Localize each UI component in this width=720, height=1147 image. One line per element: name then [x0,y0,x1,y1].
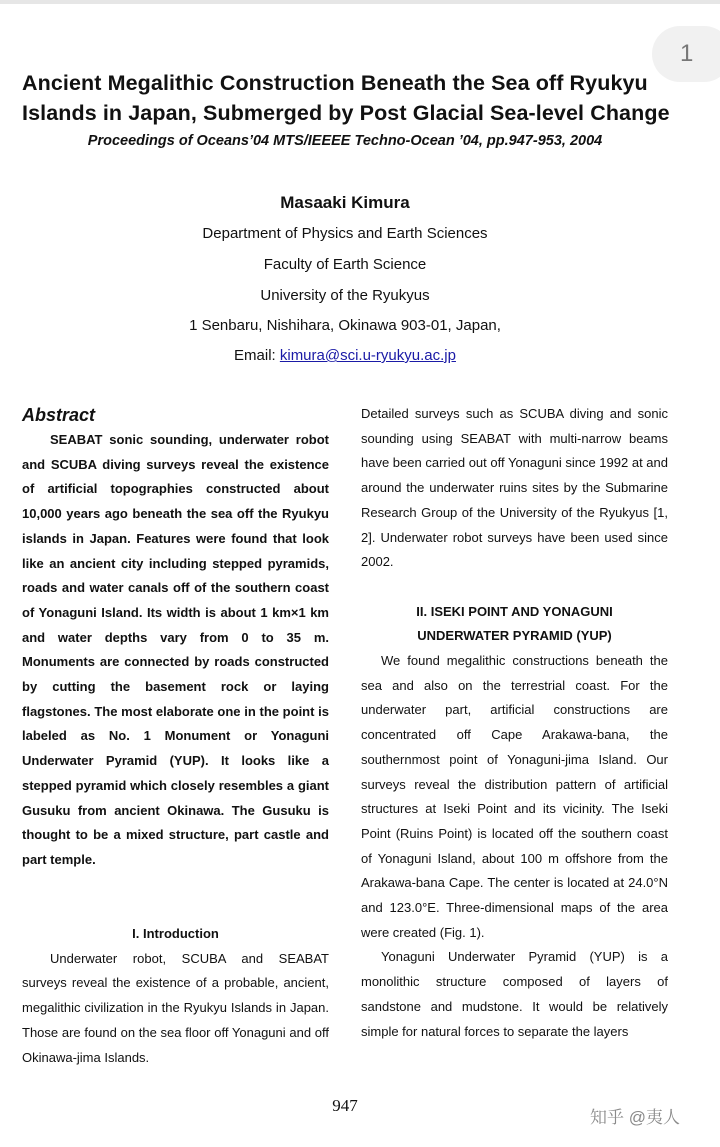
abstract-body: SEABAT sonic sounding, underwater robot and SCUBA diving surveys reveal the existence of artificial topographies constructed about 10,000 years ago beneath the sea off the Ryukyu islands in Japan. Features were found that look like an ancient city including stepped pyramids, roads and water canals off of the southern coast of Yonaguni Island. Its width is about 1 km×1 km and water depths vary from 0 to 35 m. Monuments are connected by roads constructed by cutting the basement rock or laying flagstones. The most elaborate one in the point is labeled as No. 1 Monument or Yonaguni Underwater Pyramid (YUP). It looks like a stepped pyramid which closely resembles a giant Gusuku from ancient Okinawa. The Gusuku is thought to be a mixed structure, part castle and part temple. [22,432,329,867]
page-number: 947 [332,1096,358,1115]
section2-paragraph-2: Yonaguni Underwater Pyramid (YUP) is a monolithic structure composed of layers of sandstone and mudstone. It would be relatively simple for natural forces to separate the layers [361,949,668,1039]
section2-paragraph-1: We found megalithic constructions beneath the sea and also on the terrestrial coast. For the underwater part, artificial constructions are concentrated off Cape Arakawa-bana, the southernmost point of Yonaguni-jima Island. Our surveys reveal the distribution pattern of artificial structures at Iseki Point and its vicinity. The Iseki Point (Ruins Point) is located off the southern coast of Yonaguni Island, about 100 m offshore from the Arakawa-bana Cape. The center is located at 24.0°N and 123.0°E. Three-dimensional maps of the area were created (Fig. 1). [361,653,668,940]
email-line [0,347,690,364]
section2-heading-line1: II. ISEKI POINT AND YONAGUNI [416,603,613,619]
email-label: Email: [234,347,280,364]
viewer-top-bar [0,0,720,4]
left-column [22,402,329,1070]
proceedings-citation: Proceedings of Oceans’04 MTS/IEEEE Techno-Ocean ’04, pp.947-953, 2004 [87,133,603,149]
surveys-paragraph: Detailed surveys such as SCUBA diving and sonic sounding using SEABAT with multi-narrow beams have been carried out off Yonaguni since 1992 at and around the underwater ruins sites by the Submarine Research Group of the University of the Ryukyus [1, 2]. Underwater robot surveys have been used since 2002. [361,406,668,570]
introduction-body: Underwater robot, SCUBA and SEABAT surveys reveal the existence of a probable, ancient, megalithic civilization in the Ryukyu Islands in Japan. Those are found on the sea floor off Yonaguni and off Okinawa-jima Islands. [22,950,329,1065]
section2-heading-line2: UNDERWATER PYRAMID (YUP) [417,628,612,644]
affiliation-university: University of the Ryukyus [260,287,430,304]
affiliation-address: 1 Senbaru, Nishihara, Okinawa 903-01, Japan, [189,317,501,334]
author-name: Masaaki Kimura [280,193,410,212]
page-indicator-badge[interactable]: 1 [652,26,720,82]
paper-title: Ancient Megalithic Construction Beneath the Sea off Ryukyu Islands in Japan, Submerged by Post Glacial Sea-level Change [22,71,670,125]
right-column [361,402,668,1044]
affiliation-faculty: Faculty of Earth Science [263,256,427,273]
affiliation-department: Department of Physics and Earth Sciences [202,225,488,242]
introduction-heading: I. Introduction [132,926,219,942]
watermark: 知乎 @夷人 [590,1108,680,1127]
abstract-heading: Abstract [22,405,96,425]
email-link[interactable]: kimura@sci.u-ryukyu.ac.jp [279,347,456,364]
